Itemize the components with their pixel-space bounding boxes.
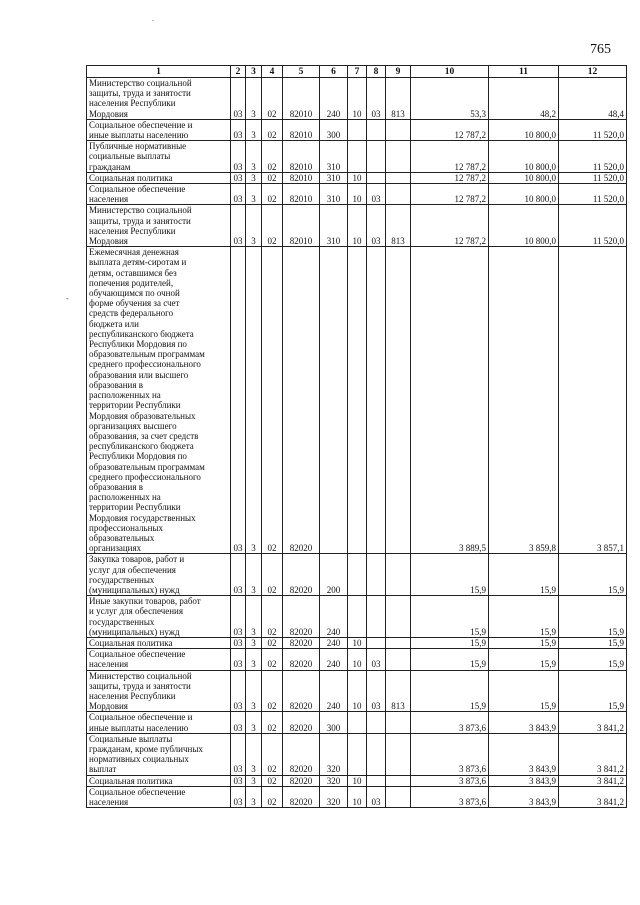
cell-col-9 — [386, 649, 411, 670]
cell-col-2: 03 — [231, 786, 246, 807]
cell-col-5: 82020 — [283, 733, 320, 775]
cell-col-4: 02 — [262, 205, 283, 247]
cell-col-3: 3 — [246, 775, 262, 786]
row-name-cell: Социальное обеспечение и иные выплаты населению — [87, 712, 231, 733]
column-header-5: 5 — [283, 66, 320, 78]
row-name-cell: Социальная политика — [87, 775, 231, 786]
cell-col-10: 12 787,2 — [411, 119, 489, 140]
cell-col-11: 15,9 — [489, 637, 559, 648]
table-row — [87, 786, 627, 807]
cell-col-3: 3 — [246, 184, 262, 205]
cell-col-5: 82020 — [283, 649, 320, 670]
cell-col-6: 310 — [320, 205, 348, 247]
cell-col-10: 12 787,2 — [411, 205, 489, 247]
cell-col-9 — [386, 637, 411, 648]
cell-col-12: 15,9 — [559, 649, 627, 670]
cell-col-5: 82020 — [283, 786, 320, 807]
cell-col-11: 3 843,9 — [489, 775, 559, 786]
cell-col-3: 3 — [246, 649, 262, 670]
cell-col-4: 02 — [262, 78, 283, 120]
cell-col-12: 3 841,2 — [559, 786, 627, 807]
cell-col-9 — [386, 775, 411, 786]
cell-col-10: 12 787,2 — [411, 184, 489, 205]
cell-col-6: 240 — [320, 637, 348, 648]
cell-col-4: 02 — [262, 637, 283, 648]
cell-col-8 — [367, 733, 386, 775]
cell-col-4: 02 — [262, 670, 283, 712]
cell-col-11: 10 800,0 — [489, 141, 559, 173]
cell-col-8: 03 — [367, 649, 386, 670]
row-name-cell: Публичные нормативные социальные выплаты гражданам — [87, 141, 231, 173]
row-name-cell: Социальное обеспечение населения — [87, 786, 231, 807]
cell-col-12: 3 857,1 — [559, 247, 627, 554]
cell-col-3: 3 — [246, 247, 262, 554]
cell-col-8 — [367, 554, 386, 596]
table-row — [87, 247, 627, 554]
cell-col-6 — [320, 247, 348, 554]
table-row — [87, 649, 627, 670]
cell-col-4: 02 — [262, 786, 283, 807]
cell-col-5: 82020 — [283, 247, 320, 554]
cell-col-9 — [386, 119, 411, 140]
row-name-cell: Социальная политика — [87, 637, 231, 648]
column-header-2: 2 — [231, 66, 246, 78]
cell-col-7 — [348, 712, 367, 733]
cell-col-8 — [367, 247, 386, 554]
cell-col-11: 15,9 — [489, 670, 559, 712]
cell-col-6: 310 — [320, 184, 348, 205]
cell-col-3: 3 — [246, 119, 262, 140]
cell-col-10: 3 873,6 — [411, 786, 489, 807]
cell-col-7: 10 — [348, 637, 367, 648]
cell-col-2: 03 — [231, 78, 246, 120]
cell-col-8: 03 — [367, 205, 386, 247]
cell-col-10: 15,9 — [411, 637, 489, 648]
cell-col-11: 3 843,9 — [489, 786, 559, 807]
cell-col-5: 82020 — [283, 554, 320, 596]
cell-col-8 — [367, 775, 386, 786]
cell-col-3: 3 — [246, 596, 262, 638]
cell-col-2: 03 — [231, 172, 246, 183]
cell-col-11: 15,9 — [489, 554, 559, 596]
cell-col-8 — [367, 596, 386, 638]
cell-col-11: 10 800,0 — [489, 172, 559, 183]
cell-col-7: 10 — [348, 172, 367, 183]
table-row — [87, 205, 627, 247]
cell-col-5: 82010 — [283, 205, 320, 247]
cell-col-5: 82010 — [283, 172, 320, 183]
cell-col-9 — [386, 596, 411, 638]
cell-col-9 — [386, 172, 411, 183]
table-row — [87, 184, 627, 205]
cell-col-2: 03 — [231, 554, 246, 596]
cell-col-6: 310 — [320, 141, 348, 173]
row-name-cell: Социальное обеспечение населения — [87, 649, 231, 670]
cell-col-2: 03 — [231, 119, 246, 140]
cell-col-9 — [386, 184, 411, 205]
cell-col-11: 3 843,9 — [489, 712, 559, 733]
cell-col-3: 3 — [246, 141, 262, 173]
cell-col-11: 3 843,9 — [489, 733, 559, 775]
cell-col-9 — [386, 141, 411, 173]
cell-col-10: 3 873,6 — [411, 712, 489, 733]
cell-col-8 — [367, 712, 386, 733]
cell-col-6: 320 — [320, 775, 348, 786]
cell-col-8 — [367, 119, 386, 140]
table-body — [87, 78, 627, 808]
column-header-7: 7 — [348, 66, 367, 78]
budget-table — [86, 65, 627, 808]
cell-col-4: 02 — [262, 141, 283, 173]
row-name-cell: Социальное обеспечение и иные выплаты населению — [87, 119, 231, 140]
table-row — [87, 78, 627, 120]
cell-col-12: 3 841,2 — [559, 733, 627, 775]
cell-col-12: 15,9 — [559, 637, 627, 648]
cell-col-9 — [386, 733, 411, 775]
cell-col-9: 813 — [386, 205, 411, 247]
cell-col-11: 10 800,0 — [489, 184, 559, 205]
cell-col-8: 03 — [367, 786, 386, 807]
cell-col-10: 3 889,5 — [411, 247, 489, 554]
table-row — [87, 172, 627, 183]
cell-col-10: 3 873,6 — [411, 775, 489, 786]
cell-col-9: 813 — [386, 78, 411, 120]
cell-col-7 — [348, 141, 367, 173]
cell-col-10: 12 787,2 — [411, 172, 489, 183]
cell-col-4: 02 — [262, 596, 283, 638]
scan-mark: . — [152, 14, 154, 23]
cell-col-6: 240 — [320, 78, 348, 120]
cell-col-10: 3 873,6 — [411, 733, 489, 775]
cell-col-9 — [386, 247, 411, 554]
cell-col-7 — [348, 733, 367, 775]
cell-col-2: 03 — [231, 775, 246, 786]
cell-col-11: 10 800,0 — [489, 119, 559, 140]
column-header-6: 6 — [320, 66, 348, 78]
cell-col-7: 10 — [348, 649, 367, 670]
row-name-cell: Министерство социальной защиты, труда и занятости населения Республики Мордовия — [87, 78, 231, 120]
cell-col-10: 53,3 — [411, 78, 489, 120]
cell-col-6: 240 — [320, 596, 348, 638]
table-row — [87, 712, 627, 733]
cell-col-10: 15,9 — [411, 649, 489, 670]
column-header-1: 1 — [87, 66, 231, 78]
column-header-12: 12 — [559, 66, 627, 78]
cell-col-12: 11 520,0 — [559, 141, 627, 173]
cell-col-4: 02 — [262, 554, 283, 596]
cell-col-11: 10 800,0 — [489, 205, 559, 247]
cell-col-4: 02 — [262, 184, 283, 205]
cell-col-7 — [348, 119, 367, 140]
cell-col-12: 11 520,0 — [559, 205, 627, 247]
cell-col-3: 3 — [246, 712, 262, 733]
table-row — [87, 141, 627, 173]
cell-col-4: 02 — [262, 172, 283, 183]
row-name-cell: Социальные выплаты гражданам, кроме публичных нормативных социальных выплат — [87, 733, 231, 775]
cell-col-4: 02 — [262, 247, 283, 554]
table-row — [87, 775, 627, 786]
cell-col-11: 15,9 — [489, 649, 559, 670]
cell-col-6: 200 — [320, 554, 348, 596]
row-name-cell: Закупка товаров, работ и услуг для обеспечения государственных (муниципальных) нужд — [87, 554, 231, 596]
column-header-3: 3 — [246, 66, 262, 78]
cell-col-5: 82020 — [283, 712, 320, 733]
table-row — [87, 119, 627, 140]
cell-col-5: 82010 — [283, 78, 320, 120]
cell-col-2: 03 — [231, 184, 246, 205]
cell-col-12: 15,9 — [559, 596, 627, 638]
cell-col-5: 82020 — [283, 775, 320, 786]
row-name-cell: Иные закупки товаров, работ и услуг для обеспечения государственных (муниципальных) нужд — [87, 596, 231, 638]
cell-col-8: 03 — [367, 670, 386, 712]
cell-col-5: 82010 — [283, 119, 320, 140]
cell-col-3: 3 — [246, 78, 262, 120]
cell-col-5: 82010 — [283, 184, 320, 205]
cell-col-6: 300 — [320, 712, 348, 733]
cell-col-11: 48,2 — [489, 78, 559, 120]
cell-col-9: 813 — [386, 670, 411, 712]
cell-col-5: 82020 — [283, 596, 320, 638]
column-header-11: 11 — [489, 66, 559, 78]
cell-col-7: 10 — [348, 775, 367, 786]
cell-col-5: 82020 — [283, 637, 320, 648]
cell-col-8: 03 — [367, 184, 386, 205]
cell-col-7: 10 — [348, 78, 367, 120]
cell-col-2: 03 — [231, 205, 246, 247]
cell-col-3: 3 — [246, 205, 262, 247]
scan-mark: - — [66, 294, 69, 303]
cell-col-7: 10 — [348, 670, 367, 712]
cell-col-10: 15,9 — [411, 670, 489, 712]
row-name-cell: Социальная политика — [87, 172, 231, 183]
cell-col-3: 3 — [246, 786, 262, 807]
row-name-cell: Социальное обеспечение населения — [87, 184, 231, 205]
cell-col-2: 03 — [231, 649, 246, 670]
cell-col-4: 02 — [262, 119, 283, 140]
cell-col-7: 10 — [348, 205, 367, 247]
cell-col-11: 15,9 — [489, 596, 559, 638]
cell-col-7 — [348, 554, 367, 596]
cell-col-4: 02 — [262, 712, 283, 733]
cell-col-12: 48,4 — [559, 78, 627, 120]
cell-col-9 — [386, 554, 411, 596]
cell-col-3: 3 — [246, 733, 262, 775]
cell-col-10: 12 787,2 — [411, 141, 489, 173]
table-row — [87, 554, 627, 596]
cell-col-7: 10 — [348, 184, 367, 205]
cell-col-6: 320 — [320, 733, 348, 775]
page-number: 765 — [590, 42, 611, 57]
cell-col-7 — [348, 596, 367, 638]
cell-col-2: 03 — [231, 247, 246, 554]
cell-col-12: 11 520,0 — [559, 172, 627, 183]
cell-col-6: 310 — [320, 172, 348, 183]
cell-col-2: 03 — [231, 733, 246, 775]
cell-col-6: 240 — [320, 649, 348, 670]
cell-col-8 — [367, 141, 386, 173]
cell-col-5: 82010 — [283, 141, 320, 173]
cell-col-12: 11 520,0 — [559, 184, 627, 205]
cell-col-6: 240 — [320, 670, 348, 712]
cell-col-2: 03 — [231, 712, 246, 733]
cell-col-3: 3 — [246, 637, 262, 648]
cell-col-3: 3 — [246, 554, 262, 596]
cell-col-12: 15,9 — [559, 670, 627, 712]
header-row — [87, 66, 627, 78]
cell-col-5: 82020 — [283, 670, 320, 712]
row-name-cell: Ежемесячная денежная выплата детям-сиротам и детям, оставшимся без попечения родителей, обучающимся по очной форме обучения за счет средств федерального бюджета или республиканского бюджета Республики Мордовия по образовательным программам среднего профессионального образования или высшего образования в расположенных на территории Республики Мордовия образовательных организациях высшего образования, за счет средств республиканского бюджета Республики Мордовия по образовательным программам среднего профессионального образования в расположенных на территории Республики Мордовия государственных профессиональных образовательных организациях — [87, 247, 231, 554]
cell-col-3: 3 — [246, 172, 262, 183]
table-row — [87, 637, 627, 648]
cell-col-2: 03 — [231, 596, 246, 638]
table-row — [87, 670, 627, 712]
cell-col-4: 02 — [262, 733, 283, 775]
cell-col-3: 3 — [246, 670, 262, 712]
cell-col-8 — [367, 637, 386, 648]
cell-col-12: 15,9 — [559, 554, 627, 596]
column-header-10: 10 — [411, 66, 489, 78]
cell-col-6: 300 — [320, 119, 348, 140]
cell-col-10: 15,9 — [411, 596, 489, 638]
cell-col-11: 3 859,8 — [489, 247, 559, 554]
cell-col-12: 3 841,2 — [559, 712, 627, 733]
cell-col-8 — [367, 172, 386, 183]
cell-col-2: 03 — [231, 141, 246, 173]
cell-col-9 — [386, 712, 411, 733]
cell-col-2: 03 — [231, 637, 246, 648]
column-header-8: 8 — [367, 66, 386, 78]
cell-col-8: 03 — [367, 78, 386, 120]
row-name-cell: Министерство социальной защиты, труда и занятости населения Республики Мордовия — [87, 670, 231, 712]
cell-col-4: 02 — [262, 775, 283, 786]
cell-col-6: 320 — [320, 786, 348, 807]
cell-col-10: 15,9 — [411, 554, 489, 596]
cell-col-12: 11 520,0 — [559, 119, 627, 140]
cell-col-7 — [348, 247, 367, 554]
column-header-9: 9 — [386, 66, 411, 78]
cell-col-12: 3 841,2 — [559, 775, 627, 786]
table-row — [87, 596, 627, 638]
cell-col-2: 03 — [231, 670, 246, 712]
table-row — [87, 733, 627, 775]
column-header-4: 4 — [262, 66, 283, 78]
row-name-cell: Министерство социальной защиты, труда и занятости населения Республики Мордовия — [87, 205, 231, 247]
cell-col-7: 10 — [348, 786, 367, 807]
cell-col-4: 02 — [262, 649, 283, 670]
cell-col-9 — [386, 786, 411, 807]
